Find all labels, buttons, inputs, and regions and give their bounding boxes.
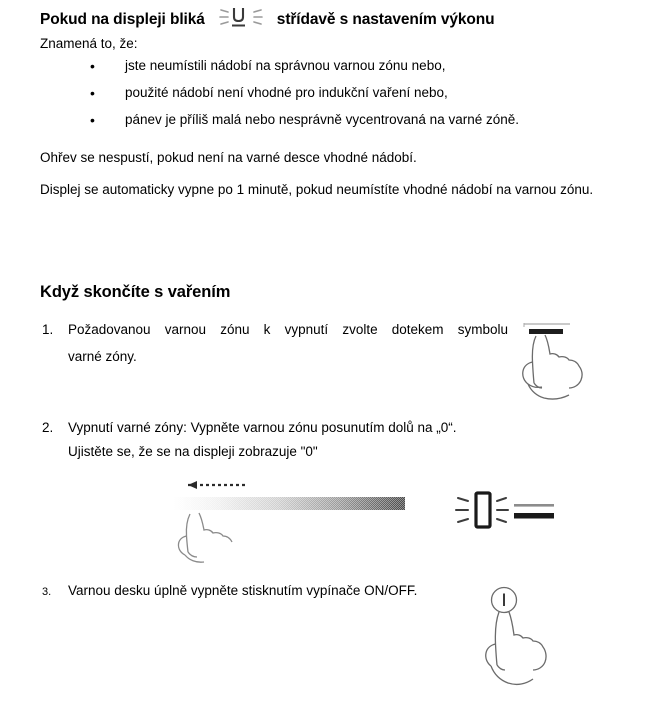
intro-text: Znamená to, že:	[40, 36, 138, 51]
step-3-line-1: Varnou desku úplně vypněte stisknutím vypínače ON/OFF.	[68, 583, 418, 598]
bullet-dot-icon: •	[90, 85, 95, 101]
slider-drag-down-illustration	[168, 478, 418, 568]
paragraph-display-timeout: Displej se automaticky vypne po 1 minutě, pokud neumístíte vhodné nádobí na varnou zónu.	[40, 182, 594, 197]
step-2-line-1: Vypnutí varné zóny: Vypněte varnou zónu posunutím dolů na „0“.	[68, 420, 457, 435]
hand-touching-slider-illustration	[512, 320, 607, 410]
step-marker-1: 1.	[42, 322, 54, 337]
blinking-u-symbol-icon	[219, 6, 263, 33]
bullet-text: použité nádobí není vhodné pro indukční vaření nebo,	[125, 85, 448, 100]
step-marker-3: 3.	[42, 586, 52, 598]
bullet-text: pánev je příliš malá nebo nesprávně vycentrovaná na varné zóně.	[125, 112, 519, 127]
step-1-line-1: Požadovanou varnou zónu k vypnutí zvolte dotekem symbolu	[68, 322, 508, 337]
bullet-text: jste neumístili nádobí na správnou varnou zónu nebo,	[125, 58, 446, 73]
hand-pressing-power-button-illustration	[470, 586, 580, 706]
heading-text-before-icon: Pokud na displeji bliká	[40, 10, 205, 28]
section-heading-blinking	[40, 6, 495, 33]
step-2-line-2: Ujistěte se, že se na displeji zobrazuje "0"	[68, 444, 318, 459]
bullet-list	[40, 58, 640, 139]
power-on-off-icon	[492, 588, 517, 613]
list-item	[40, 58, 640, 85]
left-arrow-icon	[188, 481, 246, 489]
step-1-line-2: varné zóny.	[68, 349, 137, 364]
list-item	[40, 85, 640, 112]
list-item	[40, 112, 640, 139]
heading-text-after-icon: střídavě s nastavením výkonu	[276, 10, 495, 28]
bullet-dot-icon: •	[90, 58, 95, 74]
paragraph-heating-note: Ohřev se nespustí, pokud není na varné desce vhodné nádobí.	[40, 150, 417, 165]
section-heading-finish-cooking: Když skončíte s vařením	[40, 283, 231, 301]
blinking-zero-display-icon	[452, 487, 562, 547]
step-marker-2: 2.	[42, 420, 54, 435]
bullet-dot-icon: •	[90, 112, 95, 128]
